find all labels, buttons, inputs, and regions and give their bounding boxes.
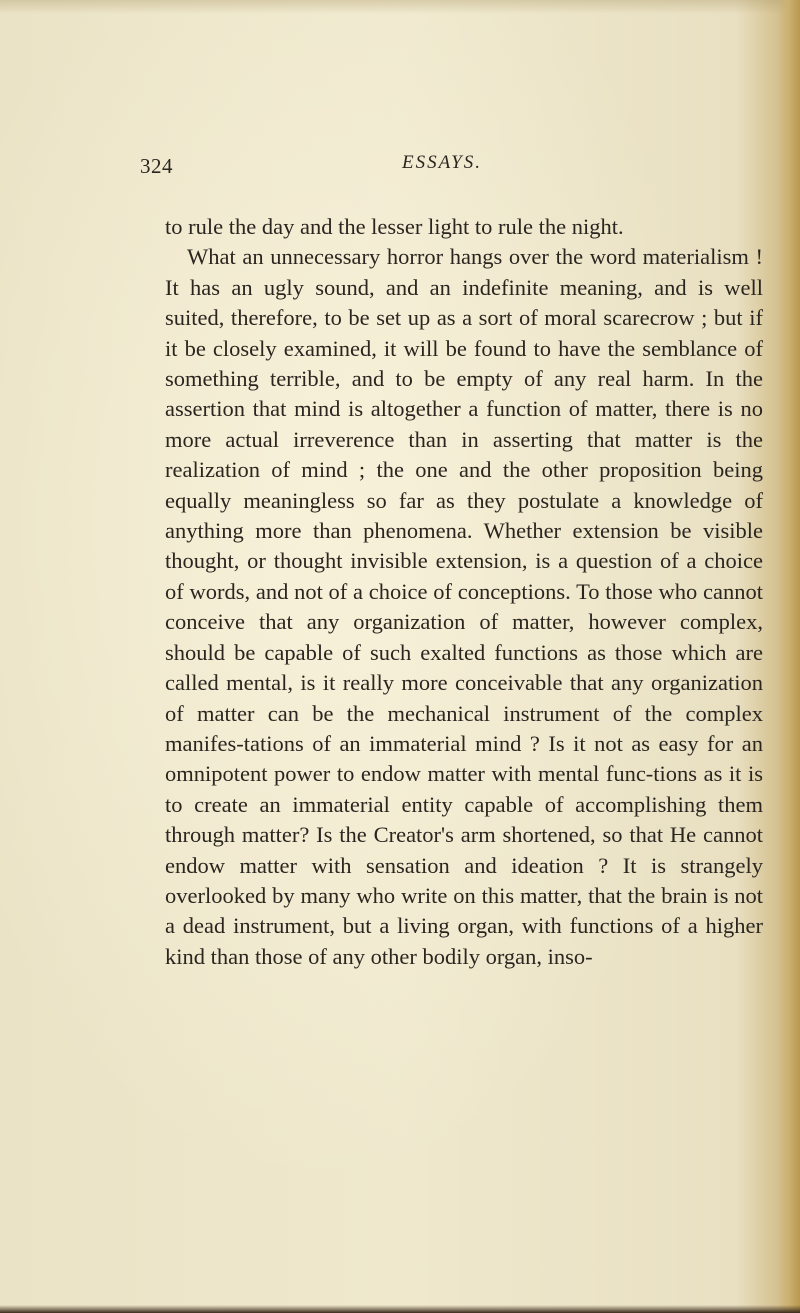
paragraph-continued: to rule the day and the lesser light to rule the night.	[165, 214, 624, 239]
page-bottom-edge	[0, 1305, 800, 1313]
page-number: 324	[140, 154, 173, 178]
body-text	[165, 212, 763, 972]
page-top-shadow	[0, 0, 800, 14]
paragraph-materialism: What an unnecessary horror hangs over the word materialism ! It has an ugly sound, and an indefinite meaning, and is well suited, therefore, to be set up as a sort of moral scarecrow ; but if it be closely examined, it will be found to have the semblance of something terrible, and to be empty of any real harm. In the assertion that mind is altogether a function of matter, there is no more actual irreverence than in asserting that matter is the realization of mind ; the one and the other proposition being equally meaningless so far as they postulate a knowledge of anything more than phenomena. Whether extension be visible thought, or thought invisible extension, is a question of a choice of words, and not of a choice of conceptions. To those who cannot conceive that any organization of matter, however complex, should be capable of such exalted functions as those which are called mental, is it really more conceivable that any organization of matter can be the mechanical instrument of the complex manifes-tations of an immaterial mind ? Is it not as easy for an omnipotent power to endow matter with mental func-tions as it is to create an immaterial entity capable of accomplishing them through matter? Is the Creator's arm shortened, so that He cannot endow matter with sensation and ideation ? It is strangely overlooked by many who write on this matter, that the brain is not a dead instrument, but a living organ, with functions of a higher kind than those of any other bodily organ, inso-	[165, 244, 763, 969]
page-binding-edge	[778, 0, 800, 1313]
running-head	[140, 154, 740, 184]
running-title: ESSAYS.	[402, 152, 482, 173]
